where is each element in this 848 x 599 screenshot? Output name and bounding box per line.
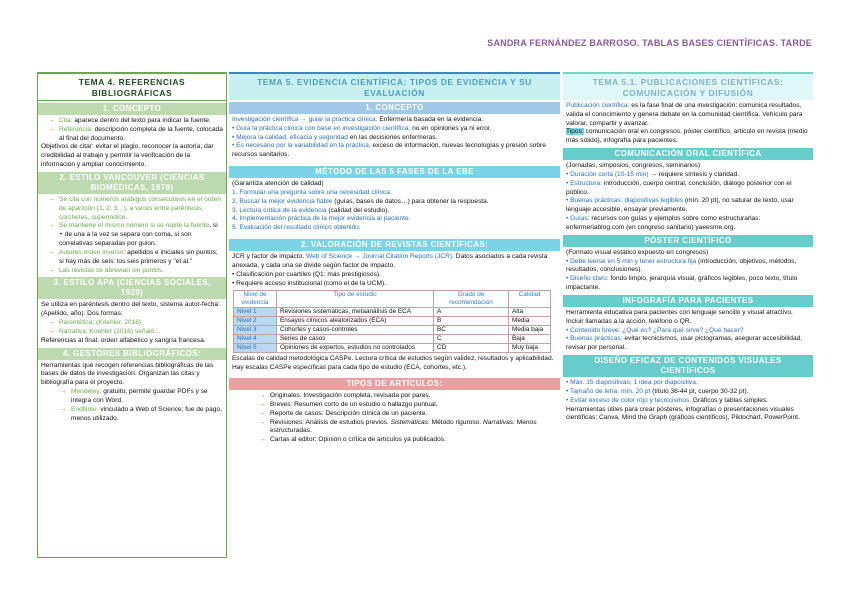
paragraph: JCR y factor de impacto. Web of Science → Journal Citation Reports (JCR). Datos asociados a cada revista anexada, y cada una se divide según factor de impacto.	[232, 253, 548, 269]
table-cell: Series de casos	[277, 335, 434, 344]
list-item: • Buenas prácticas: diapositivas legibles (mín. 20 pt), no saturar de texto, usar lenguaje accesible, ensayar previamente.	[566, 197, 794, 214]
column-tema-5-1	[563, 72, 813, 558]
table-row	[234, 308, 551, 317]
table-cell: Baja	[509, 335, 551, 344]
list-item: • Evitar exceso de color rojo y tecnicismos. Gráficos y tablas simples.	[566, 396, 769, 404]
list-item: → Reporte de casos: Descripción clínica de un paciente.	[259, 409, 428, 417]
section-heading: 4. GESTORES BIBLIOGRÁFICOS:	[38, 348, 226, 360]
paragraph: (Formato visual estático expuesto en congresos)	[566, 248, 709, 256]
list-item: → Narrativa: Koehler (2016) señaló…	[48, 327, 161, 335]
list-item: • Mejora la calidad, eficacia y seguridad en las decisiones enfermeras.	[232, 133, 438, 141]
table-cell: B	[434, 317, 509, 326]
section-heading: 1. CONCEPTO	[38, 103, 226, 115]
table-header: Nivel de evidencia	[234, 291, 277, 308]
paragraph: Herramienta educativa para pacientes con lenguaje sencillo y visual atractivo. Incluir llamadas a la acción, teléfono o QR.	[566, 308, 793, 325]
table-cell: A	[434, 308, 509, 317]
list-item: • Buenas prácticas: evitar tecnicismos, usar pictogramas, asegurar accesibilidad, revisar por personal.	[566, 335, 803, 352]
table-header: Grado de recomendación	[434, 291, 509, 308]
list-item: • Tamaño de letra: mín. 20 pt (título 36-44 pt, cuerpo 30-32 pt).	[566, 387, 749, 395]
section-heading: DISEÑO EFICAZ DE CONTENIDOS VISUALES CIENTÍFICOS	[563, 355, 813, 377]
section-heading: COMUNICACIÓN ORAL CIENTÍFICA	[563, 148, 813, 160]
table-cell: Media baja	[509, 326, 551, 335]
section-heading: PÓSTER CIENTÍFICO	[563, 235, 813, 247]
list-item: • Requiere acceso institucional (como el de la UCM).	[232, 279, 387, 287]
paragraph: (Jornadas, simposios, congresos, seminarios)	[566, 162, 701, 170]
list-item: • Máx. 15 diapositivas, 1 idea por diapositiva.	[566, 379, 698, 387]
list-item: → Cartas al editor: Opinión o crítica de artículos ya publicados.	[259, 436, 446, 444]
list-item: → Mendeley: gratuito, permite guardar PDFs y se integra con Word.	[60, 388, 208, 404]
table-cell: Media	[509, 317, 551, 326]
list-item: • Duración corta (10-15 min) → requiere síntesis y claridad.	[566, 170, 740, 178]
table-row	[234, 335, 551, 344]
table-header: Tipo de estudio	[277, 291, 434, 308]
paragraph: Herramientas útiles para crear pósteres, infografías o presentaciones visuales científicas: Canva, Mind the Graph (gráficos científicos), Piktochart, PowerPoint.	[566, 405, 800, 422]
evidence-table	[233, 290, 551, 353]
list-item: → Cita: aparece dentro del texto para indicar la fuente.	[48, 117, 211, 124]
table-cell: C	[434, 335, 509, 344]
table-cell: Revisiones sistemáticas, metaanálisis de ECA	[277, 308, 434, 317]
paragraph: Objetivos de citar: evitar el plagio, reconocer la autoría, dar credibilidad al trabajo y permitir la verificación de la información y ampliar conocimiento.	[41, 143, 214, 169]
table-row	[234, 317, 551, 326]
list-item: • Guía la práctica clínica con base en investigación científica, no en opiniones ya ni error.	[232, 124, 492, 132]
section-heading: 2. ESTILO VANCOUVER (CIENCIAS BIOMÉDICAS, 1978)	[38, 172, 226, 194]
column-title: TEMA 5.1. PUBLICACIONES CIENTÍFICAS: COMUNICACIÓN Y DIFUSIÓN	[563, 74, 813, 100]
table-cell: Nivel 3	[234, 326, 277, 335]
list-item: • Es necesario por la variabilidad en la práctica, exceso de información, nuevas tecnologías y presión sobre recursos sanitarios.	[232, 142, 546, 159]
column-tema-5	[229, 72, 560, 558]
list-item: • Clasificación por cuartiles (Q1: más prestigiosos).	[232, 270, 381, 278]
table-cell: Ensayos clínicos aleatorizados (ECA)	[277, 317, 434, 326]
table-cell: Muy baja	[509, 344, 551, 353]
document-header: SANDRA FERNÁNDEZ BARROSO. TABLAS BASES CIENTÍFICAS. TARDE	[487, 38, 812, 48]
table-cell: Cohortes y casos-controles	[277, 326, 434, 335]
section-heading: 1. CONCEPTO	[229, 102, 560, 114]
list-item: 3. Lectura crítica de la evidencia (calidad del estudio).	[232, 206, 390, 214]
table-row	[234, 344, 551, 353]
column-title: TEMA 5. EVIDENCIA CIENTÍFICA: TIPOS DE EVIDENCIA Y SU EVALUACIÓN	[229, 74, 560, 100]
list-item: • Estructura: introducción, cuerpo central, conclusión, diálogo posterior con el público.	[566, 179, 792, 196]
list-item: 2. Buscar la mejor evidencia fiable (guías, bases de datos…) para obtener la respuesta.	[232, 197, 489, 205]
paragraph: Publicación científica: es la fase final de una investigación: comunica resultados, valida el conocimiento y genera debate en la comunidad científica. Vehículo para valorar, compartir y avanzar.	[566, 102, 803, 127]
paragraph: Herramientas que recogen referencias bibliográficas de las bases de datos de investigación. Organizan las citas y bibliografía para el proyecto.	[41, 361, 214, 387]
section-heading: 2. VALORACIÓN DE REVISTAS CIENTÍFICAS:	[229, 239, 560, 251]
list-item: → EndNote: vinculado a Web of Science; fue de pago, menos utilizado.	[60, 405, 222, 422]
paragraph: Se utiliza en paréntesis dentro del texto, sistema autor-fecha: (Apellido, año). Dos formas:	[41, 301, 220, 318]
paragraph: Referencias al final, orden alfabético y sangría francesa.	[41, 336, 206, 344]
table-cell: Nivel 1	[234, 308, 277, 317]
table-row	[234, 326, 551, 335]
list-item: → Parentética: (Koehler, 2016).	[48, 319, 143, 327]
list-item: 1. Formular una pregunta sobre una necesidad clínica.	[232, 188, 392, 196]
column-tema-4	[37, 72, 227, 558]
list-item: → Referencia: descripción completa de la fuente, colocada al final del documento.	[48, 125, 223, 142]
section-heading: INFOGRAFÍA PARA PACIENTES	[563, 295, 813, 307]
paragraph: Escalas de calidad metodológica CASPe. Lectura crítica de estudios según validez, resultados y aplicabilidad. Hay escalas CASPe específicas para cada tipo de estudio (ECA, cohortes, etc.).	[232, 355, 554, 372]
section-heading: MÉTODO DE LAS 5 FASES DE LA EBE	[229, 166, 560, 178]
paragraph: Investigación científica → guiar la práctica clínica. Enfermería basada en la evidencia:	[232, 116, 484, 123]
list-item: → Se mantiene el mismo número si se repite la fuente, si + de una a la vez se separa con coma, si son correlativas separadas por guion.	[48, 222, 218, 248]
list-item: 4. Implementación práctica de la mejor evidencia al paciente.	[232, 215, 411, 223]
list-item: → Se cita con números arábigos consecutivos en el orden de aparición (1, 2, 3…), a veces entre paréntesis, corchetes, superíndice.	[48, 195, 222, 221]
list-item: • Debe leerse en 5 min y tener estructura fija (introducción, objetivos, métodos, resultados, conclusiones).	[566, 257, 797, 274]
table-header: Calidad	[509, 291, 551, 308]
list-item: → Las revistas se abrevian sin puntos.	[48, 266, 164, 274]
paragraph: Tipos: comunicación oral en congresos, póster científico, artículo en revista (medio más sólido), infografía para pacientes.	[566, 128, 808, 145]
list-item: • Contenido breve: ¿Qué es? ¿Para qué sirve? ¿Qué hacer?	[566, 326, 744, 334]
paragraph: (Garantiza atención de calidad)	[232, 180, 324, 188]
table-cell: CD	[434, 344, 509, 353]
list-item: → Revisiones: Análisis de estudios previos. Sistemáticas: Método riguroso. Narrativas: Menos estructuradas.	[259, 418, 537, 435]
table-cell: Nivel 2	[234, 317, 277, 326]
list-item: • Guías: recursos con guías y ejemplos sobre como estructurarlas: enfermeriablog.com (en congreso sanitario) yaeesme.org.	[566, 215, 761, 231]
table-cell: BC	[434, 326, 509, 335]
list-item: → Originales: Investigación completa, revisada por pares.	[259, 392, 431, 400]
list-item: → Breves: Resumen corto de un estudio o hallazgo puntual.	[259, 400, 438, 408]
table-cell: Nivel 5	[234, 344, 277, 353]
column-title: TEMA 4. REFERENCIAS BIBLIOGRÁFICAS	[38, 74, 226, 101]
list-item: → Autores orden inverso: apellidos e iniciales sin puntos; si hay más de seis: los seis primeros y "et al."	[48, 248, 218, 265]
list-item: • Diseño claro: fondo limpio, jerarquía visual, gráficos legibles, poco texto, título impactante.	[566, 275, 798, 292]
table-cell: Alta	[509, 308, 551, 317]
list-item: 5. Evaluación del resultado clínico obtenido.	[232, 224, 361, 232]
table-cell: Nivel 4	[234, 335, 277, 344]
section-heading: 3. ESTILO APA (CIENCIAS SOCIALES, 1929)	[38, 277, 226, 299]
table-cell: Opiniones de expertos, estudios no controlados	[277, 344, 434, 353]
section-heading: TIPOS DE ARTÍCULOS:	[229, 378, 560, 390]
